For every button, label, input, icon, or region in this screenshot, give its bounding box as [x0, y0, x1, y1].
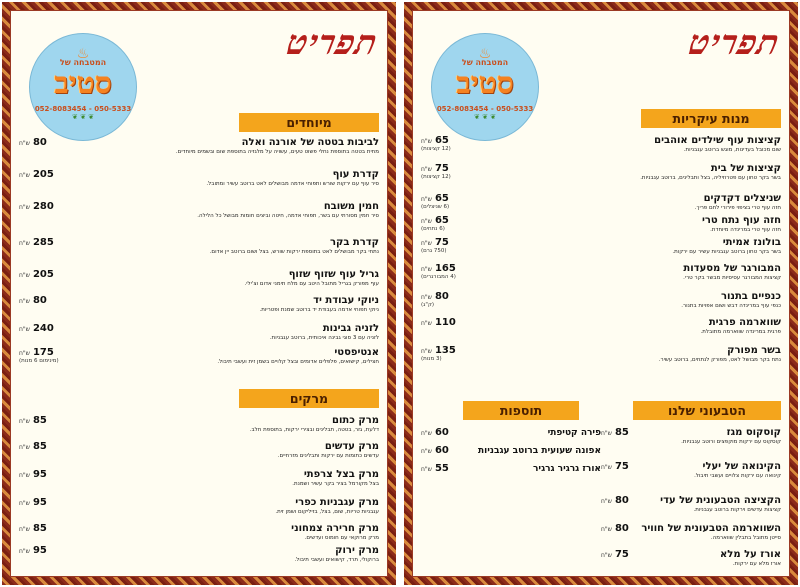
item-price: [601, 549, 641, 560]
price-value: 280: [32, 201, 54, 212]
item-price: [19, 201, 93, 212]
item-price: [19, 323, 93, 334]
price-value: 205: [32, 169, 54, 180]
menu-item: [19, 323, 379, 342]
item-desc: קציצות המבורגר עסיסיות מבשר בקר טרי.: [683, 275, 781, 281]
price-value: 80: [32, 137, 47, 148]
item-name: קציצות של בית: [710, 163, 781, 174]
item-name: חזה עוף נתח טרי: [701, 215, 781, 226]
price-currency: ש"ח: [601, 526, 612, 533]
price-value: 205: [32, 269, 54, 280]
section-header-soups: מרקים: [239, 389, 379, 408]
price-currency: ש"ח: [601, 430, 612, 437]
menu-item: [421, 345, 781, 364]
item-name: שניצלים דקדקים: [703, 193, 781, 204]
item-name: מרק עדשים: [324, 441, 379, 452]
menu-item: [19, 545, 379, 564]
item-price: [421, 215, 495, 232]
item-price: [601, 427, 641, 438]
item-desc: ניוקי תפוחי אדמה בעבודת יד ברוטב שמנת ופטריות.: [259, 307, 379, 313]
menu-item: [421, 193, 781, 212]
menu-item: [19, 441, 379, 460]
price-currency: ש"ח: [601, 464, 612, 471]
item-price: [421, 317, 495, 328]
menu-item: [421, 291, 781, 310]
item-name: קציצות עוף שילדים אוהבים: [654, 135, 781, 146]
item-desc: קציצות עדשים וירקות ברוטב עגבניות.: [693, 507, 781, 513]
item-name: אנטיפסטי: [334, 347, 379, 358]
item-name: מרק כתום: [332, 415, 379, 426]
item-desc: קוסקוס עם ירקות מוקפצים ורוטב עגבניות.: [681, 439, 781, 445]
item-desc: עדשים כתומות עם ירקות ותבלינים מזרחיים.: [277, 453, 379, 459]
item-desc: פרגית במרינדה שווארמה מתובלת.: [700, 329, 781, 335]
pot-steam-icon: ♨: [478, 46, 492, 62]
price-currency: ש"ח: [19, 272, 30, 279]
section-header-vegan: הטבעוני שלנו: [633, 401, 781, 420]
item-price: [19, 523, 93, 534]
item-price: [421, 193, 495, 210]
item-desc: עוף מפורק בגריל מתובל היטב עם מלח תימני אדום וצ'ילי.: [244, 281, 379, 287]
price-currency: ש"ח: [421, 266, 432, 273]
item-desc: קינואה עם ירקות צלויים ועשבי תיבול.: [694, 473, 781, 479]
price-note: (6 שניצלים): [421, 204, 450, 210]
price-currency: ש"ח: [19, 204, 30, 211]
price-value: 95: [32, 497, 47, 508]
item-price: [19, 469, 93, 480]
restaurant-logo: [431, 33, 539, 141]
price-currency: ש"ח: [19, 326, 30, 333]
price-currency: ש"ח: [19, 140, 30, 147]
menu-item: [601, 549, 781, 568]
item-desc: מרק מרוקאי עם חומוס ועדשים.: [304, 535, 379, 541]
item-name: אורז על מלא: [720, 549, 781, 560]
logo-tagline: המטבחה של: [461, 57, 509, 67]
item-price: [19, 545, 93, 556]
item-name: ניוקי עבודת יד: [313, 295, 379, 306]
price-currency: ש"ח: [421, 430, 432, 437]
price-value: 65: [434, 135, 449, 146]
price-currency: ש"ח: [19, 418, 30, 425]
item-name: לביבות בטטה של אורנה ואלה: [241, 137, 379, 148]
item-desc: בצל מקורמל בציר בקר עשיר ושמנת.: [292, 481, 379, 487]
price-value: 175: [32, 347, 54, 358]
item-desc: נתחי בקר מבושלים לאט בתוספת ירקות שורש, בצל ושום ברוטב יין אדום.: [209, 249, 379, 255]
menu-title: תפריט: [684, 23, 784, 63]
item-name: השווארמה הטבעונית של חוויר: [641, 523, 781, 534]
price-value: 85: [32, 441, 47, 452]
price-note: (6 נתחים): [421, 226, 445, 232]
menu-item: [19, 169, 379, 188]
price-value: 80: [434, 291, 449, 302]
price-currency: ש"ח: [421, 166, 432, 173]
menu-page-right-inner: [412, 10, 790, 577]
price-note: (750 גרם): [421, 248, 447, 254]
item-name: הקינואה של יעלי: [702, 461, 781, 472]
price-value: 240: [32, 323, 54, 334]
menu-title: תפריט: [282, 23, 382, 63]
menu-item: [601, 427, 781, 446]
price-value: 80: [32, 295, 47, 306]
price-value: 165: [434, 263, 456, 274]
price-value: 85: [614, 427, 629, 438]
menu-item: [421, 163, 781, 182]
item-name: שווארמה פרגית: [708, 317, 781, 328]
price-note: (12 קציצות): [421, 146, 451, 152]
item-desc: שום מכובל בעדינות, מוגש ברוטב עגבניות.: [683, 147, 781, 153]
menu-page-left: [2, 2, 396, 585]
item-price: [19, 237, 93, 248]
section-header-mains: מנות עיקריות: [641, 109, 781, 128]
item-name: קוסקוס מגז: [726, 427, 781, 438]
price-value: 285: [32, 237, 54, 248]
price-currency: ש"ח: [19, 240, 30, 247]
price-currency: ש"ח: [421, 218, 432, 225]
item-desc: סיר חמין מסורתי עם בשר, תפוחי אדמה, חיטה וביצים חומות מבושל כל הלילה.: [197, 213, 379, 219]
item-name: מרק עגבניות כפרי: [295, 497, 379, 508]
item-price: [421, 237, 495, 254]
item-name: הקציצה הטבעונית של עדי: [660, 495, 781, 506]
price-note: (3 מנות): [421, 356, 442, 362]
item-price: [19, 441, 93, 452]
item-price: [19, 137, 93, 148]
item-desc: סייטן מתובל בתבלין שווארמה.: [710, 535, 781, 541]
price-currency: ש"ח: [421, 448, 432, 455]
price-currency: ש"ח: [19, 350, 30, 357]
item-price: [421, 463, 449, 474]
item-name: אורז גרגיר גרגיר: [533, 463, 601, 474]
menu-page-left-inner: [10, 10, 388, 577]
item-name: פירה קטיפתי: [547, 427, 601, 438]
price-value: 95: [32, 545, 47, 556]
menu-item: [421, 263, 781, 282]
price-value: 95: [32, 469, 47, 480]
price-currency: ש"ח: [421, 294, 432, 301]
menu-item: [601, 495, 781, 514]
menu-item: [19, 295, 379, 314]
item-price: [421, 445, 449, 456]
section-header-specials: מיוחדים: [239, 113, 379, 132]
item-desc: כנפי עוף במרינדה דבש ושום אפויות בתנור.: [681, 303, 781, 309]
item-desc: דלעת, גזר, בטטה, תבלינים ובצירי ירקות, בתוספת חלב.: [249, 427, 379, 433]
item-price: [19, 269, 93, 280]
side-item: [421, 445, 601, 456]
restaurant-logo: [29, 33, 137, 141]
item-desc: סיר עוף עם ירקות שורש ותפוחי אדמה מבושלים לאט ברוטב עשיר ומתובל.: [206, 181, 379, 187]
item-desc: בשר בקר טחון ברוטב עגבניות עשיר עם ירקות.: [672, 249, 781, 255]
price-value: 60: [434, 427, 449, 438]
item-price: [19, 347, 93, 364]
item-price: [421, 427, 449, 438]
menu-item: [19, 469, 379, 488]
price-note: (12 קציצות): [421, 174, 451, 180]
item-price: [421, 291, 495, 308]
price-currency: ש"ח: [19, 526, 30, 533]
item-name: מרק חרירה צמחוני: [291, 523, 379, 534]
price-currency: ש"ח: [601, 498, 612, 505]
item-name: בולונז אמיתי: [722, 237, 781, 248]
price-currency: ש"ח: [19, 172, 30, 179]
item-desc: נתח בקר מבושל לאט, מפורק לנתחים, ברוטב עשיר.: [658, 357, 781, 363]
price-value: 80: [614, 523, 629, 534]
leaves-icon: ❦ ❦ ❦: [71, 112, 95, 121]
item-name: חמין משובח: [323, 201, 379, 212]
logo-name: סטיב: [54, 65, 112, 101]
item-price: [421, 263, 495, 280]
price-note: (ק"ג): [421, 302, 434, 308]
item-price: [421, 135, 495, 152]
side-item: [421, 463, 601, 474]
item-desc: מחית בטטה בתוספת נחלי פשוט טעים, עשויה על מלגזיה בתוספת שום ובשמים מיוחדים.: [175, 149, 379, 155]
price-value: 60: [434, 445, 449, 456]
price-value: 85: [32, 523, 47, 534]
price-value: 55: [434, 463, 449, 474]
menu-item: [421, 135, 781, 154]
item-price: [601, 495, 641, 506]
price-currency: ש"ח: [421, 138, 432, 145]
price-currency: ש"ח: [421, 240, 432, 247]
menu-page-right: [404, 2, 798, 585]
price-note: (מינימום 6 מנות): [19, 358, 59, 364]
item-name: קדרת עוף: [332, 169, 379, 180]
item-price: [19, 295, 93, 306]
price-currency: ש"ח: [421, 320, 432, 327]
item-name: גריל עוף שזוף שזוף: [288, 269, 379, 280]
leaves-icon: ❦ ❦ ❦: [473, 112, 497, 121]
menu-item: [19, 237, 379, 256]
menu-item: [421, 317, 781, 336]
price-note: (4 המבורגרים): [421, 274, 456, 280]
price-currency: ש"ח: [19, 444, 30, 451]
menu-item: [421, 237, 781, 256]
price-currency: ש"ח: [19, 500, 30, 507]
menu-item: [19, 347, 379, 366]
side-item: [421, 427, 601, 438]
item-desc: בשר בקר טחון עם פטרוזיליה, בצל ותבלינים, ברוטב עגבניות.: [640, 175, 781, 181]
price-currency: ש"ח: [19, 298, 30, 305]
price-value: 135: [434, 345, 456, 356]
item-price: [421, 163, 495, 180]
menu-item: [601, 523, 781, 542]
item-desc: חזה עוף טרי במרינדה מיוחדת.: [710, 227, 781, 233]
menu-item: [19, 497, 379, 516]
item-name: מרק ירוק: [335, 545, 379, 556]
item-desc: עגבניות טריות, שום, בצל, בזיליקום ושמן זית.: [275, 509, 379, 515]
item-name: המבורגר של מסעדות: [683, 263, 781, 274]
price-value: 65: [434, 215, 449, 226]
logo-phone: 052-8083454 - 050-5333: [34, 104, 132, 113]
price-value: 75: [614, 461, 629, 472]
menu-item: [19, 137, 379, 156]
item-name: קדרת בקר: [329, 237, 379, 248]
price-value: 80: [614, 495, 629, 506]
item-desc: לזניה עם 3 סוגי גבינה איכותית, ברוטב עגבניות.: [269, 335, 379, 341]
item-price: [601, 523, 641, 534]
pot-steam-icon: ♨: [76, 46, 90, 62]
menu-item: [19, 523, 379, 542]
menu-item: [19, 415, 379, 434]
price-value: 85: [32, 415, 47, 426]
item-name: בשר מפורק: [727, 345, 781, 356]
price-currency: ש"ח: [421, 196, 432, 203]
menu-item: [601, 461, 781, 480]
price-value: 75: [434, 163, 449, 174]
item-name: כנפיים בתנור: [720, 291, 781, 302]
menu-item: [421, 215, 781, 234]
item-desc: חזה עוף טרי בציפוי פירורי לחם פריך.: [694, 205, 781, 211]
section-header-sides: תוספות: [463, 401, 579, 420]
price-currency: ש"ח: [421, 348, 432, 355]
item-desc: חצילים, קישואים, פלפלים אדומים ובצל קלויים בשמן זית ועשבי תיבול.: [217, 359, 379, 365]
item-desc: ברוקולי, תרד, קישואים ועשבי תיבול.: [294, 557, 379, 563]
item-price: [19, 415, 93, 426]
price-value: 75: [614, 549, 629, 560]
item-desc: אורז מלא עם ירקות.: [732, 561, 781, 567]
menu-item: [19, 269, 379, 288]
item-name: מרק בצל צרפתי: [303, 469, 379, 480]
price-value: 110: [434, 317, 456, 328]
item-price: [601, 461, 641, 472]
price-currency: ש"ח: [19, 548, 30, 555]
menu-item: [19, 201, 379, 220]
item-price: [19, 169, 93, 180]
item-name: לזניה גבינות: [322, 323, 379, 334]
logo-name: סטיב: [456, 65, 514, 101]
price-value: 65: [434, 193, 449, 204]
price-currency: ש"ח: [421, 466, 432, 473]
item-price: [19, 497, 93, 508]
logo-phone: 052-8083454 - 050-5333: [436, 104, 534, 113]
price-currency: ש"ח: [601, 552, 612, 559]
logo-tagline: המטבחה של: [59, 57, 107, 67]
price-value: 75: [434, 237, 449, 248]
item-price: [421, 345, 495, 362]
price-currency: ש"ח: [19, 472, 30, 479]
item-name: אפונה שעועית ברוטב עגבניות: [478, 445, 601, 456]
